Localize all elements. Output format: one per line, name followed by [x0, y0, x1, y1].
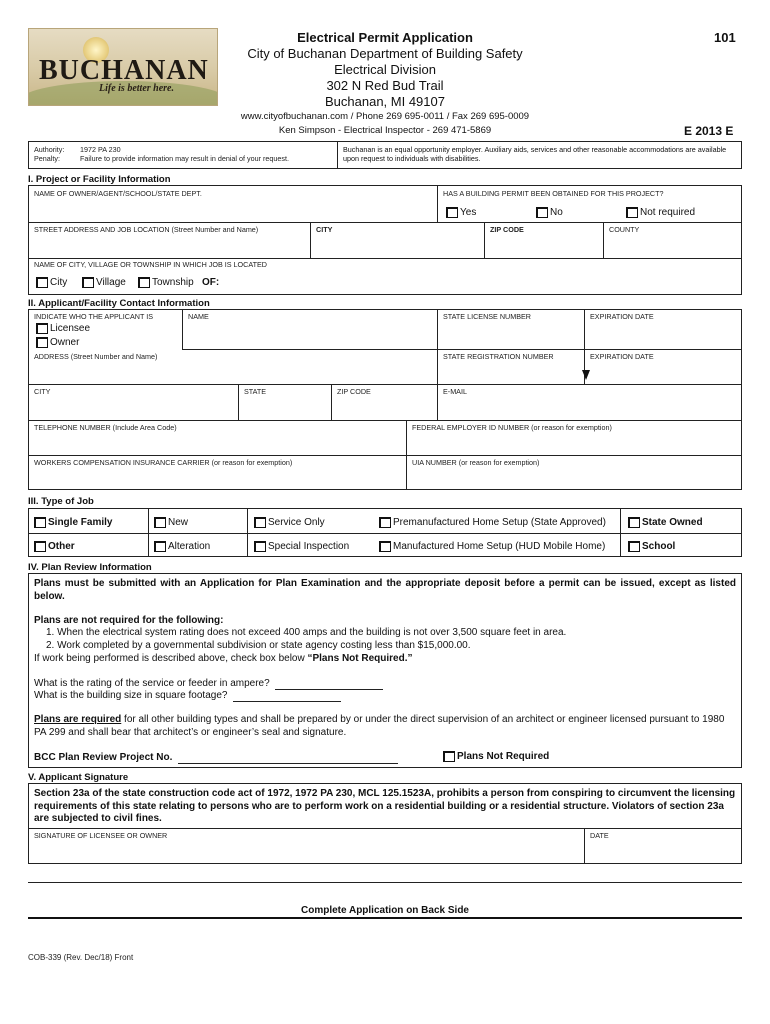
- section23a-statement: Section 23a of the state construction code act of 1972, 1972 PA 230, MCL 125.1523A, prohibits a person from conspiring to circumvent the licensing requirements of this state relating to persons who are to perform work on a residential building or a residential structure. Violators of section 23a are subjected to civil fines.: [34, 788, 736, 824]
- municipality-city-option[interactable]: [36, 277, 67, 288]
- applicant-address-label: ADDRESS (Street Number and Name): [34, 352, 158, 361]
- applicant-city-label: CITY: [34, 387, 51, 396]
- form-number: 101: [714, 30, 736, 45]
- service-rating-question: What is the rating of the service or feeder in ampere?: [34, 678, 270, 689]
- checkbox-icon[interactable]: [628, 517, 640, 528]
- logo-word: BUCHANAN: [39, 55, 209, 86]
- workers-comp-label: WORKERS COMPENSATION INSURANCE CARRIER (or reason for exemption): [34, 458, 293, 467]
- permit-question-label: HAS A BUILDING PERMIT BEEN OBTAINED FOR THIS PROJECT?: [443, 189, 664, 198]
- signature-label: SIGNATURE OF LICENSEE OR OWNER: [34, 831, 168, 840]
- job-alteration-label: Alteration: [168, 541, 211, 552]
- job-service-only-option[interactable]: [254, 517, 325, 528]
- permit-no-option[interactable]: [536, 207, 563, 218]
- plans-not-required-heading: Plans are not required for the following:: [34, 615, 224, 626]
- telephone-label: TELEPHONE NUMBER (Include Area Code): [34, 423, 177, 432]
- check-box-emphasis: “Plans Not Required.”: [307, 653, 413, 664]
- municipality-label: NAME OF CITY, VILLAGE OR TOWNSHIP IN WHICH JOB IS LOCATED: [34, 260, 267, 269]
- license-expiration-label: EXPIRATION DATE: [590, 312, 654, 321]
- checkbox-icon[interactable]: [34, 517, 46, 528]
- authority-label: Authority:: [34, 145, 65, 154]
- job-new-label: New: [168, 517, 189, 528]
- form-title: Electrical Permit Application: [297, 30, 473, 45]
- municipality-village-label: Village: [96, 277, 126, 288]
- checkbox-icon[interactable]: [446, 207, 458, 218]
- job-special-inspection-option[interactable]: [254, 541, 349, 552]
- applicant-owner-option[interactable]: [36, 337, 79, 348]
- checkbox-icon[interactable]: [154, 517, 166, 528]
- job-single-family-option[interactable]: [34, 517, 112, 528]
- job-premanufactured-option[interactable]: [379, 517, 606, 528]
- job-manufactured-label: Manufactured Home Setup (HUD Mobile Home): [393, 541, 606, 552]
- checkbox-icon[interactable]: [628, 541, 640, 552]
- applicant-email-label: E-MAIL: [443, 387, 467, 396]
- department-line: City of Buchanan Department of Building Safety: [247, 46, 523, 61]
- permit-yes-option[interactable]: [446, 207, 476, 218]
- job-other-label: Other: [48, 541, 75, 552]
- job-service-only-label: Service Only: [268, 517, 325, 528]
- exemption-item-2: 2. Work completed by a governmental subdivision or state agency costing less than $15,000.00.: [46, 640, 471, 651]
- owner-name-label: NAME OF OWNER/AGENT/SCHOOL/STATE DEPT.: [34, 189, 202, 198]
- registration-number-label: STATE REGISTRATION NUMBER: [443, 352, 554, 361]
- job-state-owned-label: State Owned: [642, 517, 703, 528]
- applicant-type-label: INDICATE WHO THE APPLICANT IS: [34, 312, 154, 321]
- city-state-line: Buchanan, MI 49107: [325, 94, 445, 109]
- municipality-village-option[interactable]: [82, 277, 126, 288]
- street-address-label: STREET ADDRESS AND JOB LOCATION (Street Number and Name): [34, 225, 259, 234]
- section1-box: [28, 185, 742, 295]
- service-rating-line[interactable]: [275, 689, 383, 690]
- job-school-option[interactable]: [628, 541, 675, 552]
- job-special-inspection-label: Special Inspection: [268, 541, 350, 552]
- job-school-label: School: [642, 541, 676, 552]
- footer-rule: [28, 917, 742, 919]
- plans-not-required-label: Plans Not Required: [457, 751, 550, 762]
- checkbox-icon[interactable]: [254, 541, 266, 552]
- bcc-project-line[interactable]: [178, 763, 398, 764]
- job-zip-label: ZIP CODE: [490, 225, 524, 234]
- checkbox-icon[interactable]: [379, 517, 391, 528]
- checkbox-icon[interactable]: [443, 751, 455, 762]
- contact-line: www.cityofbuchanan.com / Phone 269 695-0011 / Fax 269 695-0009: [240, 111, 530, 122]
- checkbox-icon[interactable]: [536, 207, 548, 218]
- checkbox-icon[interactable]: [36, 323, 48, 334]
- authority-value: 1972 PA 230: [80, 145, 121, 154]
- division-line: Electrical Division: [334, 62, 436, 77]
- section3-heading: III. Type of Job: [28, 496, 94, 507]
- job-county-label: COUNTY: [609, 225, 640, 234]
- license-number-label: STATE LICENSE NUMBER: [443, 312, 531, 321]
- applicant-owner-label: Owner: [50, 337, 80, 348]
- signature-date-label: DATE: [590, 831, 609, 840]
- section2-heading: II. Applicant/Facility Contact Information: [28, 298, 210, 309]
- code-version: E 2013 E: [684, 124, 734, 138]
- permit-yes-label: Yes: [460, 207, 477, 218]
- equal-opportunity-text: Buchanan is an equal opportunity employer. Auxiliary aids, services and other reasonable accommodations are available upon request to individuals with disabilities.: [343, 145, 727, 163]
- checkbox-icon[interactable]: [34, 541, 46, 552]
- municipality-of-label: OF:: [202, 277, 220, 288]
- penalty-label: Penalty:: [34, 154, 60, 163]
- checkbox-icon[interactable]: [379, 541, 391, 552]
- job-single-family-label: Single Family: [48, 517, 113, 528]
- fein-label: FEDERAL EMPLOYER ID NUMBER (or reason for exemption): [412, 423, 612, 432]
- inspector-line: Ken Simpson - Electrical Inspector - 269 471-5869: [278, 125, 492, 136]
- address-line: 302 N Red Bud Trail: [326, 78, 444, 93]
- section4-heading: IV. Plan Review Information: [28, 562, 152, 573]
- job-alteration-option[interactable]: [154, 541, 210, 552]
- check-box-prefix: If work being performed is described above, check box below: [34, 653, 308, 664]
- checkbox-icon[interactable]: [154, 541, 166, 552]
- municipality-city-label: City: [50, 277, 68, 288]
- applicant-licensee-label: Licensee: [50, 323, 91, 334]
- job-manufactured-option[interactable]: [379, 541, 605, 552]
- municipality-township-option[interactable]: [138, 277, 194, 288]
- job-premanufactured-label: Premanufactured Home Setup (State Approved): [393, 517, 606, 528]
- job-other-option[interactable]: [34, 541, 75, 552]
- checkbox-icon[interactable]: [138, 277, 150, 288]
- permit-not-required-option[interactable]: [626, 207, 695, 218]
- applicant-zip-label: ZIP CODE: [337, 387, 371, 396]
- registration-expiration-label: EXPIRATION DATE: [590, 352, 654, 361]
- checkbox-icon[interactable]: [36, 277, 48, 288]
- checkbox-icon[interactable]: [36, 337, 48, 348]
- applicant-name-label: NAME: [188, 312, 209, 321]
- permit-no-label: No: [550, 207, 563, 218]
- checkbox-icon[interactable]: [254, 517, 266, 528]
- plans-required-text: [34, 714, 738, 739]
- job-city-label: CITY: [316, 225, 333, 234]
- applicant-state-label: STATE: [244, 387, 267, 396]
- plans-required-emphasis: Plans are required: [34, 714, 122, 725]
- building-size-line[interactable]: [233, 701, 341, 702]
- municipality-township-label: Township: [152, 277, 194, 288]
- checkbox-icon[interactable]: [82, 277, 94, 288]
- plan-submission-text: Plans must be submitted with an Application for Plan Examination and the appropriate deposit before a permit can be issued, except as listed below.: [34, 578, 736, 602]
- form-id: COB-339 (Rev. Dec/18) Front: [28, 953, 134, 962]
- penalty-value: Failure to provide information may result in denial of your request.: [80, 154, 289, 163]
- logo-tagline: Life is better here.: [99, 83, 174, 94]
- job-state-owned-option[interactable]: [628, 517, 703, 528]
- uia-label: UIA NUMBER (or reason for exemption): [412, 458, 540, 467]
- plans-required-body: for all other building types and shall be prepared by or under the direct supervision of an architect or engineer licensed pursuant to 1980 PA 299 and shall bear that architect’s or engineer’s seal and signature.: [34, 714, 725, 738]
- plans-not-required-option[interactable]: [443, 751, 549, 762]
- checkbox-icon[interactable]: [626, 207, 638, 218]
- bcc-project-label: BCC Plan Review Project No.: [34, 752, 173, 763]
- permit-not-required-label: Not required: [640, 207, 696, 218]
- check-box-instruction: [34, 653, 413, 664]
- exemption-item-1: 1. When the electrical system rating does not exceed 400 amps and the building is not over 3,500 square feet in area.: [46, 627, 567, 638]
- building-size-question: What is the building size in square footage?: [34, 690, 228, 701]
- job-new-option[interactable]: [154, 517, 188, 528]
- section5-heading: V. Applicant Signature: [28, 772, 129, 783]
- back-side-note: Complete Application on Back Side: [301, 905, 469, 916]
- applicant-licensee-option[interactable]: [36, 323, 90, 334]
- section1-heading: I. Project or Facility Information: [28, 174, 171, 185]
